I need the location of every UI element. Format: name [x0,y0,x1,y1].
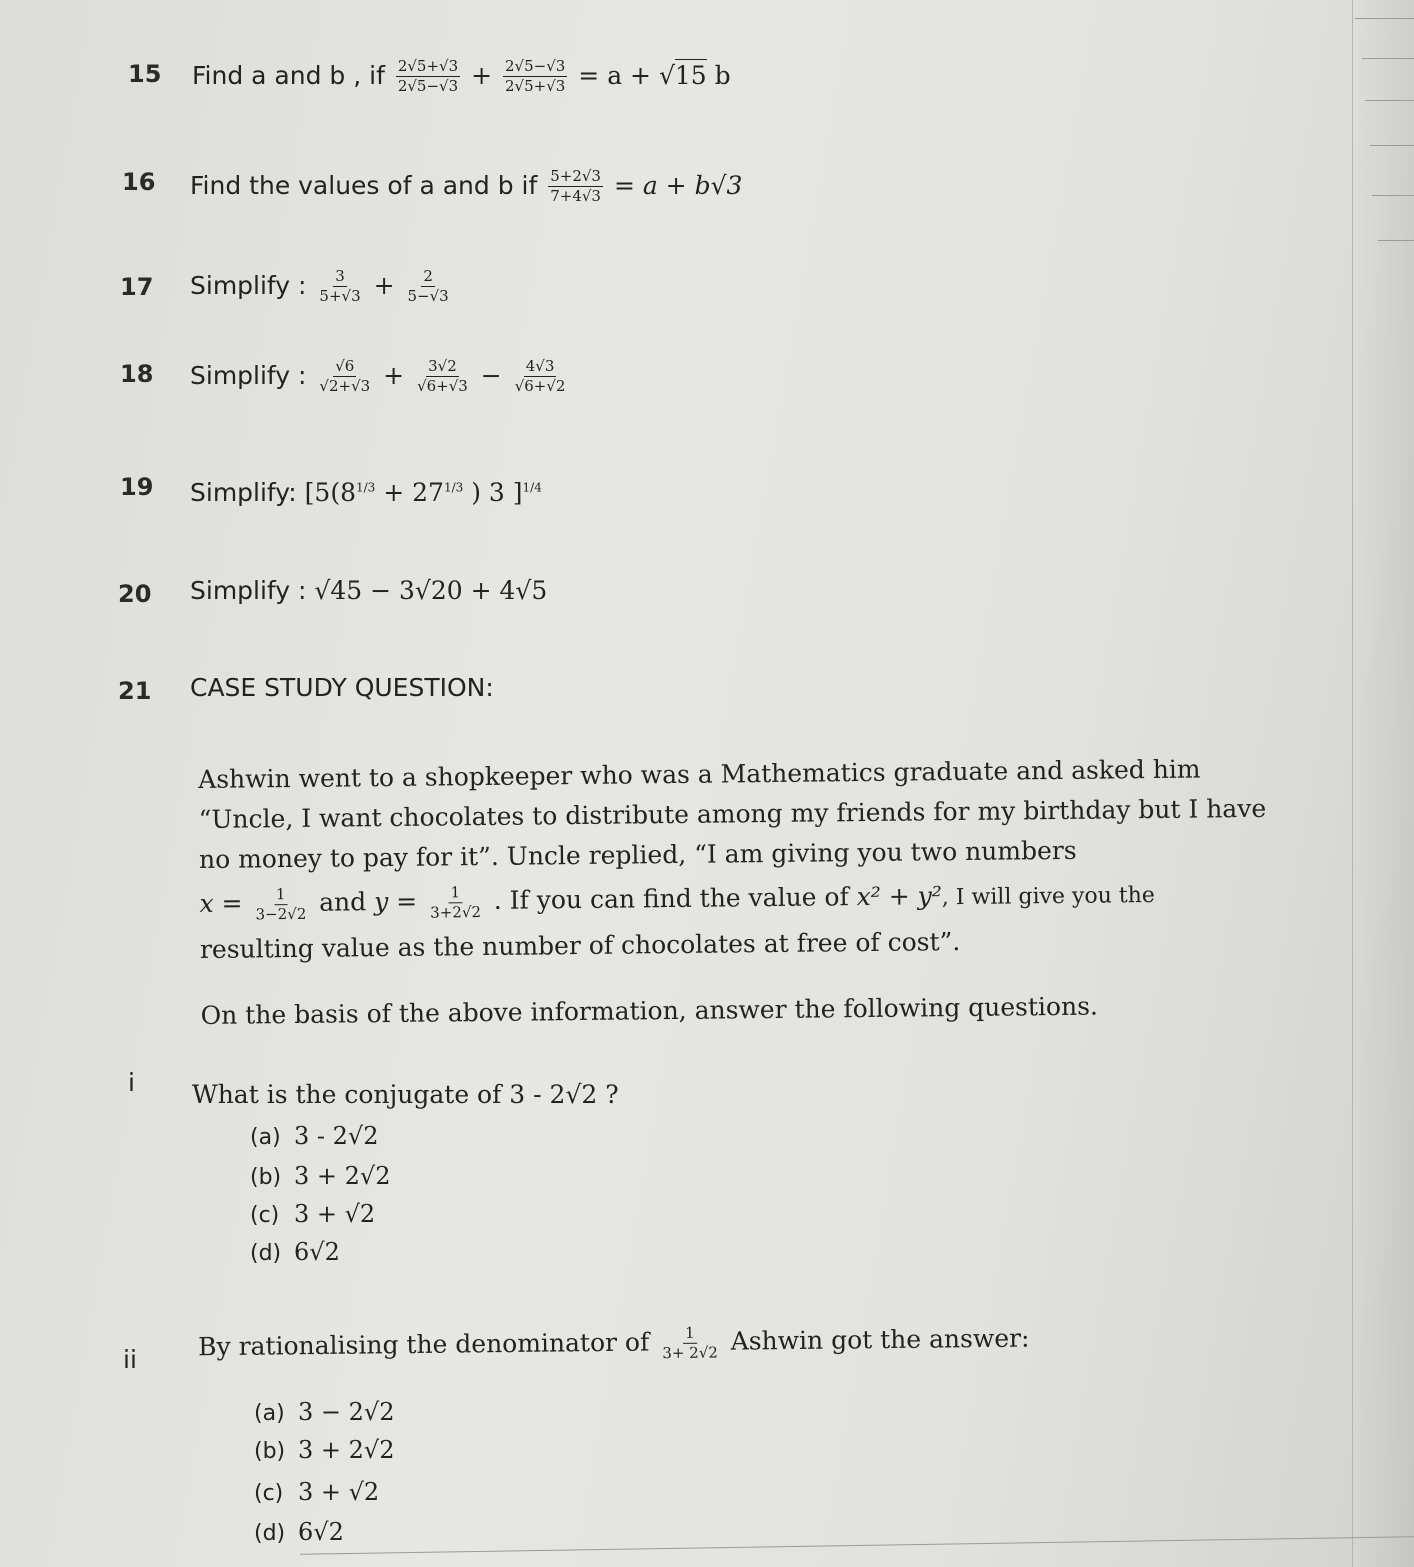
fraction [503,58,567,96]
option-label: (c) [250,1203,280,1228]
fraction [415,358,470,396]
option-label: (b) [250,1165,282,1190]
question-16 [190,168,742,206]
question-text: Simplify : [190,576,307,605]
denominator: 5+√3 [319,287,361,306]
denominator: √2+√3 [319,377,371,396]
back-page-line [1370,145,1414,146]
question-number: 19 [120,473,154,501]
denominator: √6+√2 [514,377,566,396]
case-study-heading: CASE STUDY QUESTION: [190,673,494,702]
question-18 [190,358,570,396]
question-number: 15 [128,60,162,88]
question-number: 16 [122,168,156,196]
denominator: 2√5+√3 [505,77,566,96]
y-label: y = [373,886,418,917]
question-number: 21 [118,677,152,705]
question-20 [190,576,547,605]
operator: − [480,360,502,390]
denominator: 5−√3 [407,287,449,306]
rhs: = a + b√3 [613,170,743,200]
option-c[interactable] [254,1478,379,1506]
question-19 [190,478,542,507]
option-value: 6√2 [294,1238,340,1266]
question-15: Find a and b , if $\frac{2√5+√3}{2√5-√3}$ + $\frac{2√5-√3}{2√5+√3}$ = a + √15 b [192,57,731,96]
option-value: 6√2 [298,1518,344,1546]
expression: x² + y² [856,881,942,912]
fraction [660,1325,720,1363]
question-number: 18 [120,360,154,388]
rhs: = a + [578,60,651,90]
case-instruction: On the basis of the above information, answer the following questions. [200,991,1099,1030]
fraction [513,358,568,396]
option-label: (d) [254,1521,286,1546]
numerator: 3√2 [426,358,459,377]
question-17 [190,268,454,306]
fraction [548,168,603,206]
numerator: 3 [333,268,347,287]
back-page-line [1378,240,1414,241]
numerator: 5+2√3 [548,168,603,187]
x-label: x = [199,888,243,918]
case-study-text [198,748,1321,1036]
option-value: 3 − 2√2 [298,1398,395,1426]
sub-marker: i [128,1068,135,1097]
question-text: Ashwin got the answer: [730,1323,1030,1356]
option-value: 3 + √2 [298,1478,380,1506]
numerator: 1 [449,884,463,903]
exponent: 1/3 [443,480,464,495]
option-b[interactable] [254,1436,394,1464]
expression-part: ) 3 ] [471,478,523,507]
numerator: 2√5+√3 [396,58,460,77]
exponent: 1/4 [522,480,542,495]
option-c[interactable] [250,1200,375,1228]
denominator: 3−2√2 [255,904,307,924]
numerator: √6 [333,358,356,377]
x-fraction [253,886,308,924]
question-number: 17 [120,273,154,301]
case-line: no money to pay for it”. Uncle replied, “I am giving you two numbers [198,835,1077,874]
exponent: 1/3 [355,480,376,495]
page-edge [1352,0,1353,1567]
case-line: “Uncle, I want chocolates to distribute among my friends for my birthday but I have [198,793,1267,834]
back-page-line [1362,58,1414,59]
question-text: Find the values of a and b if [190,170,538,200]
expression: √45 − 3√20 + 4√5 [314,576,548,605]
rhs: b [714,60,731,90]
case-text: . If you can find the value of [493,882,849,915]
question-text: Find a and b , if [192,60,385,90]
denominator: √6+√3 [417,377,468,396]
expression-part: + 27 [383,478,444,507]
question-number: 20 [118,580,152,608]
option-label: (d) [250,1241,282,1266]
case-text: , I will give you the [941,882,1155,911]
expression-part: [5(8 [304,478,356,507]
option-a[interactable] [250,1122,378,1150]
fold-line [300,1536,1414,1554]
option-b[interactable] [250,1162,390,1190]
case-line: resulting value as the number of chocolates at free of cost”. [199,927,961,964]
option-label: (a) [254,1401,285,1426]
back-page-line [1372,195,1414,196]
numerator: 1 [683,1325,697,1344]
sub-marker: ii [123,1345,137,1374]
option-label: (b) [254,1439,286,1464]
denominator: 7+4√3 [550,187,601,206]
option-a[interactable] [254,1398,394,1426]
option-d[interactable] [250,1238,340,1266]
denominator: 2√5−√3 [397,77,459,96]
fraction [396,58,460,96]
radicand: 15 [674,60,707,90]
operator: + [373,270,395,300]
option-label: (c) [254,1481,284,1506]
question-text: Simplify : [190,360,307,390]
option-label: (a) [250,1125,281,1150]
numerator: 1 [274,886,288,905]
operator: + [471,60,493,90]
option-value: 3 + 2√2 [294,1162,391,1190]
numerator: 2 [421,268,435,287]
option-value: 3 - 2√2 [294,1122,379,1150]
fraction [317,268,362,306]
option-d[interactable] [254,1518,344,1546]
case-line: Ashwin went to a shopkeeper who was a Mathematics graduate and asked him [198,754,1201,794]
back-page-line [1365,100,1414,101]
fraction [317,358,372,396]
question-text: Simplify: [190,478,297,507]
back-page-line [1355,18,1414,19]
sub-question-ii [198,1320,1198,1368]
numerator: 4√3 [524,358,557,377]
numerator: 2√5−√3 [503,58,567,77]
option-value: 3 + 2√2 [298,1436,395,1464]
page-shadow [1354,0,1414,1567]
option-value: 3 + √2 [294,1200,376,1228]
fraction [406,268,451,306]
question-text: By rationalising the denominator of [198,1327,650,1362]
denominator: 3+2√2 [430,903,482,922]
y-fraction [428,884,483,922]
question-text: Simplify : [190,270,307,300]
sub-question-i: What is the conjugate of 3 - 2√2 ? [192,1080,619,1109]
denominator: 3+ 2√2 [662,1343,718,1363]
connector: and [319,887,367,917]
operator: + [383,360,405,390]
